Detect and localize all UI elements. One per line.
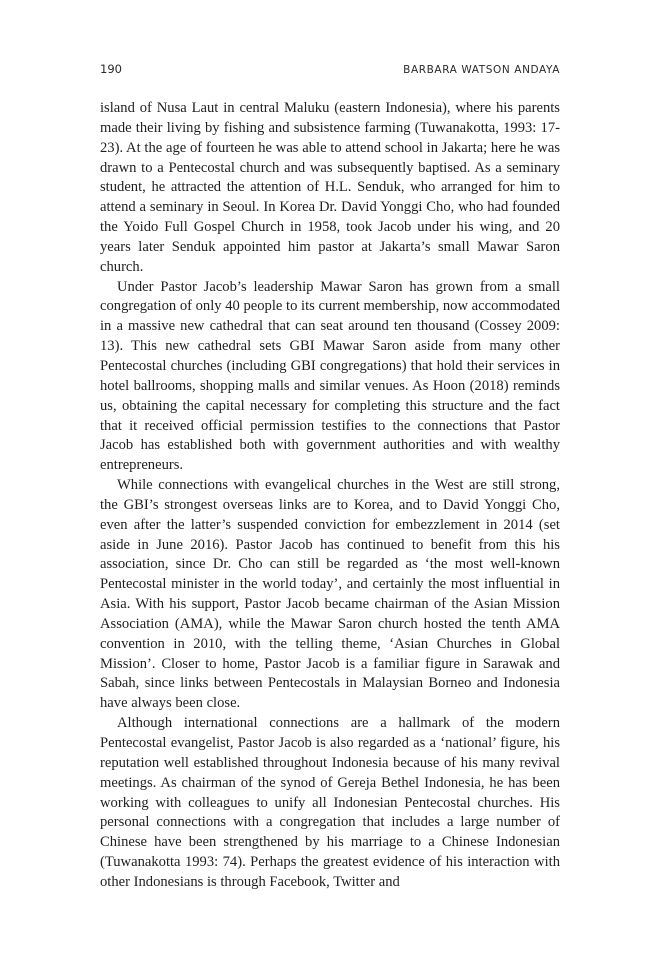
running-head xyxy=(100,62,560,76)
paragraph-mawar-saron: Under Pastor Jacob’s leadership Mawar Saron has grown from a small congregation of only 40 people to its current membership, now accommodated in a massive new cathedral that can seat around ten thousand (Cossey 2009: 13). This new cathedral sets GBI Mawar Saron aside from many other Pentecostal churches (including GBI congregations) that hold their services in hotel ballrooms, shopping malls and similar venues. As Hoon (2018) reminds us, obtaining the capital necessary for completing this structure and the fact that it received official permission testifies to the connections that Pastor Jacob has established both with government authorities and with wealthy entrepreneurs. xyxy=(100,278,560,474)
paragraph-continued: island of Nusa Laut in central Maluku (eastern Indonesia), where his parents made their living by fishing and subsistence farming (Tuwanakotta, 1993: 17-23). At the age of fourteen he was able to attend school in Jakarta; here he was drawn to a Pentecostal church and was subsequently baptised. As a seminary student, he attracted the attention of H.L. Senduk, who arranged for him to attend a seminary in Seoul. In Korea Dr. David Yonggi Cho, who had founded the Yoido Full Gospel Church in 1958, took Jacob under his wing, and 20 years later Senduk appointed him pastor at Jakarta’s small Mawar Saron church. xyxy=(100,100,560,275)
page-number: 190 xyxy=(100,62,122,76)
paragraph-overseas-links: While connections with evangelical churches in the West are still strong, the GBI’s strongest overseas links are to Korea, and to David Yonggi Cho, even after the latter’s suspended conviction for embezzlement in 2014 (set aside in June 2016). Pastor Jacob has continued to benefit from this his association, since Dr. Cho can still be regarded as ‘the most well-known Pentecostal minister in the world today’, and certainly the most influential in Asia. With his support, Pastor Jacob became chairman of the Asian Mission Association (AMA), while the Mawar Saron church hosted the tenth AMA convention in 2010, with the telling theme, ‘Asian Churches in Global Mission’. Closer to home, Pastor Jacob is a familiar figure in Sarawak and Sabah, since links between Pentecostals in Malaysian Borneo and Indonesia have always been close. xyxy=(100,477,560,712)
running-head-author: BARBARA WATSON ANDAYA xyxy=(403,64,560,76)
body-text xyxy=(100,99,560,893)
paragraph-national-figure: Although international connections are a hallmark of the modern Pentecostal evangelist, Pastor Jacob is also regarded as a ‘national’ figure, his reputation well established throughout Indonesia because of his many revival meetings. As chairman of the synod of Gereja Bethel Indonesia, he has been working with colleagues to unify all Indonesian Pentecostal churches. His personal connections with a congregation that includes a large number of Chinese have been strengthened by his marriage to a Chinese Indonesian (Tuwanakotta 1993: 74). Perhaps the greatest evidence of his interaction with other Indonesians is through Facebook, Twitter and xyxy=(100,715,560,890)
